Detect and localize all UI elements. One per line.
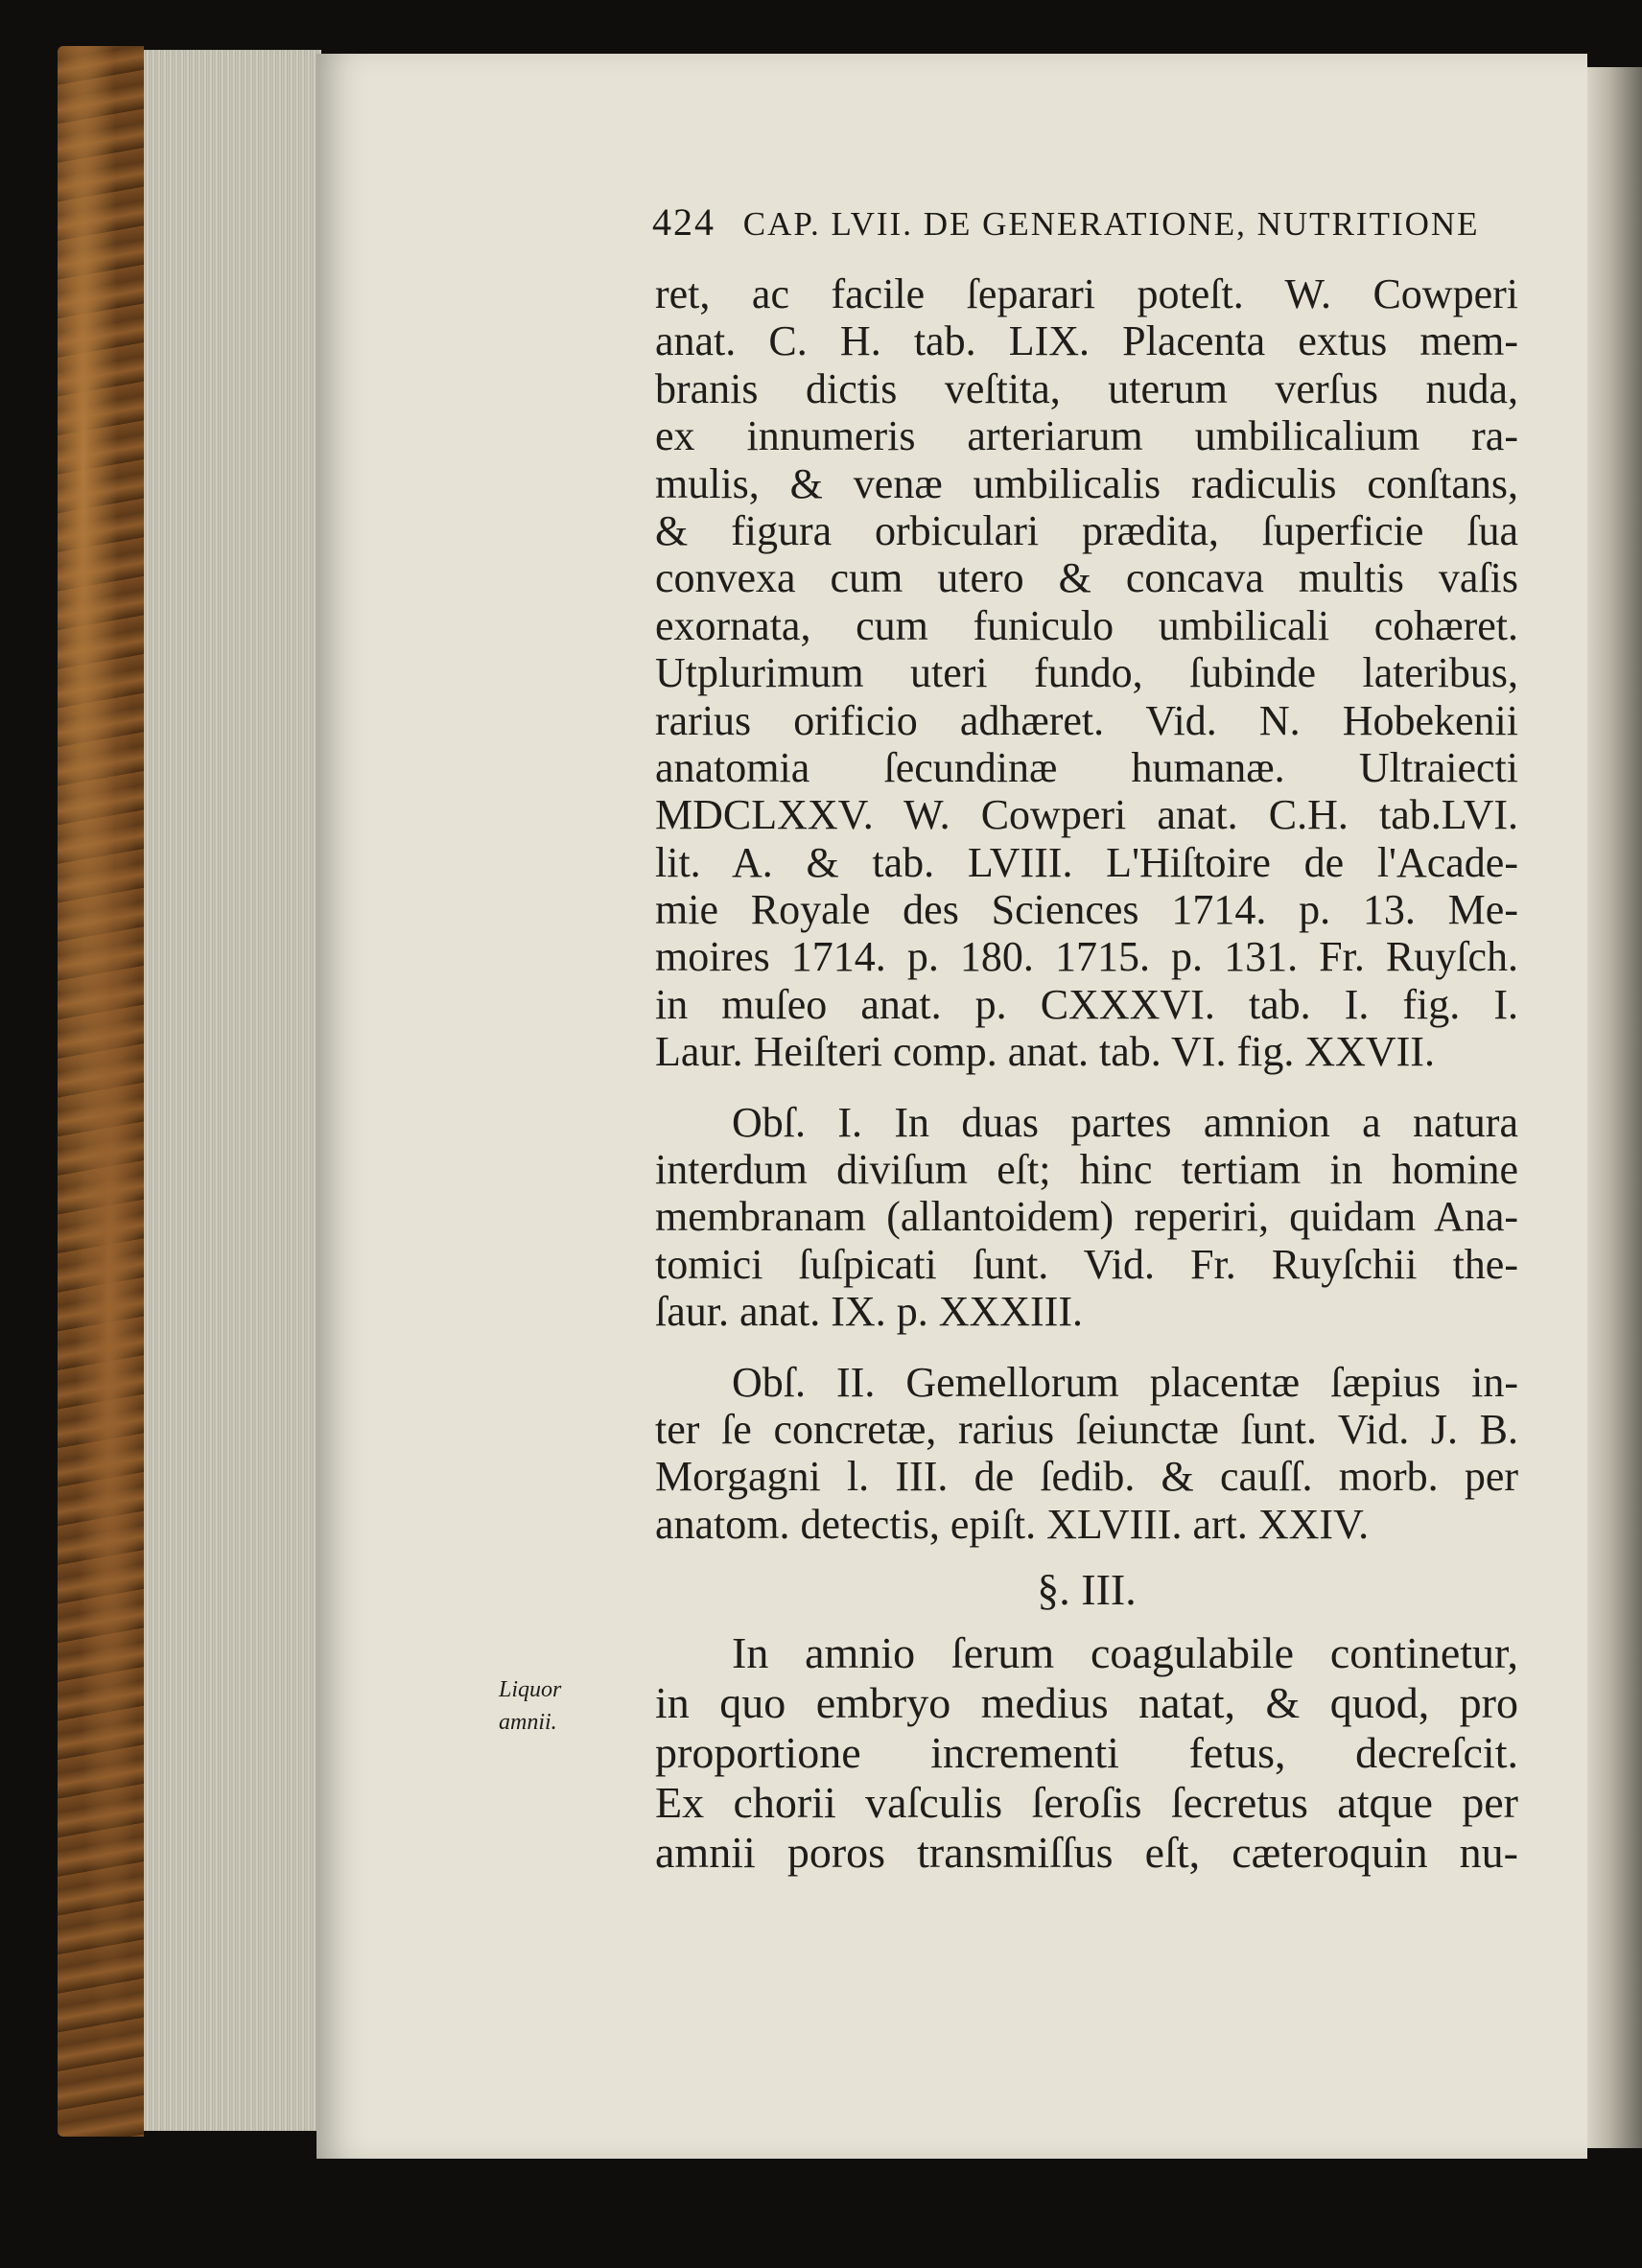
section-line: proportione incrementi fetus, decreſcit.	[655, 1728, 1518, 1778]
section-heading: §. III.	[1037, 1565, 1137, 1615]
text-line: Laur. Heiſteri comp. anat. tab. VI. fig. XXVII.	[655, 1028, 1435, 1076]
text-line: mie Royale des Sciences 1714. p. 13. Me-	[655, 886, 1518, 934]
running-title: CAP. LVII. DE GENERATIONE, NUTRITIONE	[742, 205, 1480, 243]
obs-line: ſaur. anat. IX. p. XXXIII.	[655, 1288, 1083, 1336]
section-line: In amnio ſerum coagulabile continetur,	[732, 1628, 1518, 1678]
obs-line: tomici ſuſpicati ſunt. Vid. Fr. Ruyſchii the-	[655, 1240, 1518, 1288]
text-line: ret, ac facile ſeparari poteſt. W. Cowperi	[655, 270, 1518, 317]
text-line: Utplurimum uteri fundo, ſubinde lateribus,	[655, 649, 1518, 697]
obs-line: anatom. detectis, epiſt. XLVIII. art. XXIV.	[655, 1500, 1370, 1548]
text-line: rarius orificio adhæret. Vid. N. Hobekenii	[655, 696, 1518, 744]
main-paragraph	[655, 270, 1518, 1076]
text-line: exornata, cum funiculo umbilicali cohæret.	[655, 601, 1518, 649]
text-line: moires 1714. p. 180. 1715. p. 131. Fr. Ruyſch.	[655, 933, 1518, 981]
text-line: anatomia ſecundinæ humanæ. Ultraiecti	[655, 743, 1518, 791]
text-line: in muſeo anat. p. CXXXVI. tab. I. fig. I.	[655, 980, 1518, 1028]
text-line: MDCLXXV. W. Cowperi anat. C.H. tab.LVI.	[655, 791, 1518, 839]
obs-line: interdum diviſum eſt; hinc tertiam in homine	[655, 1146, 1518, 1194]
text-line: lit. A. & tab. LVIII. L'Hiſtoire de l'Acade-	[655, 838, 1518, 886]
facing-page-edge	[1587, 67, 1642, 2148]
obs-line: Obſ. I. In duas partes amnion a natura	[732, 1098, 1518, 1146]
text-line: & figura orbiculari prædita, ſuperficie ſua	[655, 506, 1518, 554]
page-number: 424	[652, 200, 715, 244]
text-line: mulis, & venæ umbilicalis radiculis conſtans,	[655, 459, 1518, 507]
page-edges	[144, 50, 321, 2131]
running-header	[652, 199, 1515, 253]
page-body	[655, 270, 1518, 1878]
text-line: convexa cum utero & concava multis vaſis	[655, 554, 1518, 602]
leather-cover	[58, 46, 144, 2137]
observation-2	[655, 1359, 1518, 1549]
text-line: ex innumeris arteriarum umbilicalium ra-	[655, 412, 1518, 460]
section-line: amnii poros transmiſſus eſt, cæteroquin nu-	[655, 1828, 1518, 1878]
obs-line: ter ſe concretæ, rarius ſeiunctæ ſunt. Vid. J. B.	[655, 1405, 1518, 1453]
section-paragraph	[655, 1628, 1518, 1878]
margin-note: Liquor amnii.	[499, 1677, 562, 1735]
text-line: branis dictis veſtita, uterum verſus nuda,	[655, 364, 1518, 412]
section-line: in quo embryo medius natat, & quod, pro	[655, 1678, 1518, 1728]
obs-line: Obſ. II. Gemellorum placentæ ſæpius in-	[732, 1358, 1518, 1406]
observation-1	[655, 1099, 1518, 1336]
text-line: anat. C. H. tab. LIX. Placenta extus mem-	[655, 317, 1518, 365]
obs-line: membranam (allantoidem) reperiri, quidam Ana-	[655, 1193, 1518, 1241]
section-line: Ex chorii vaſculis ſeroſis ſecretus atque per	[655, 1778, 1518, 1828]
obs-line: Morgagni l. III. de ſedib. & cauſſ. morb. per	[655, 1453, 1518, 1501]
